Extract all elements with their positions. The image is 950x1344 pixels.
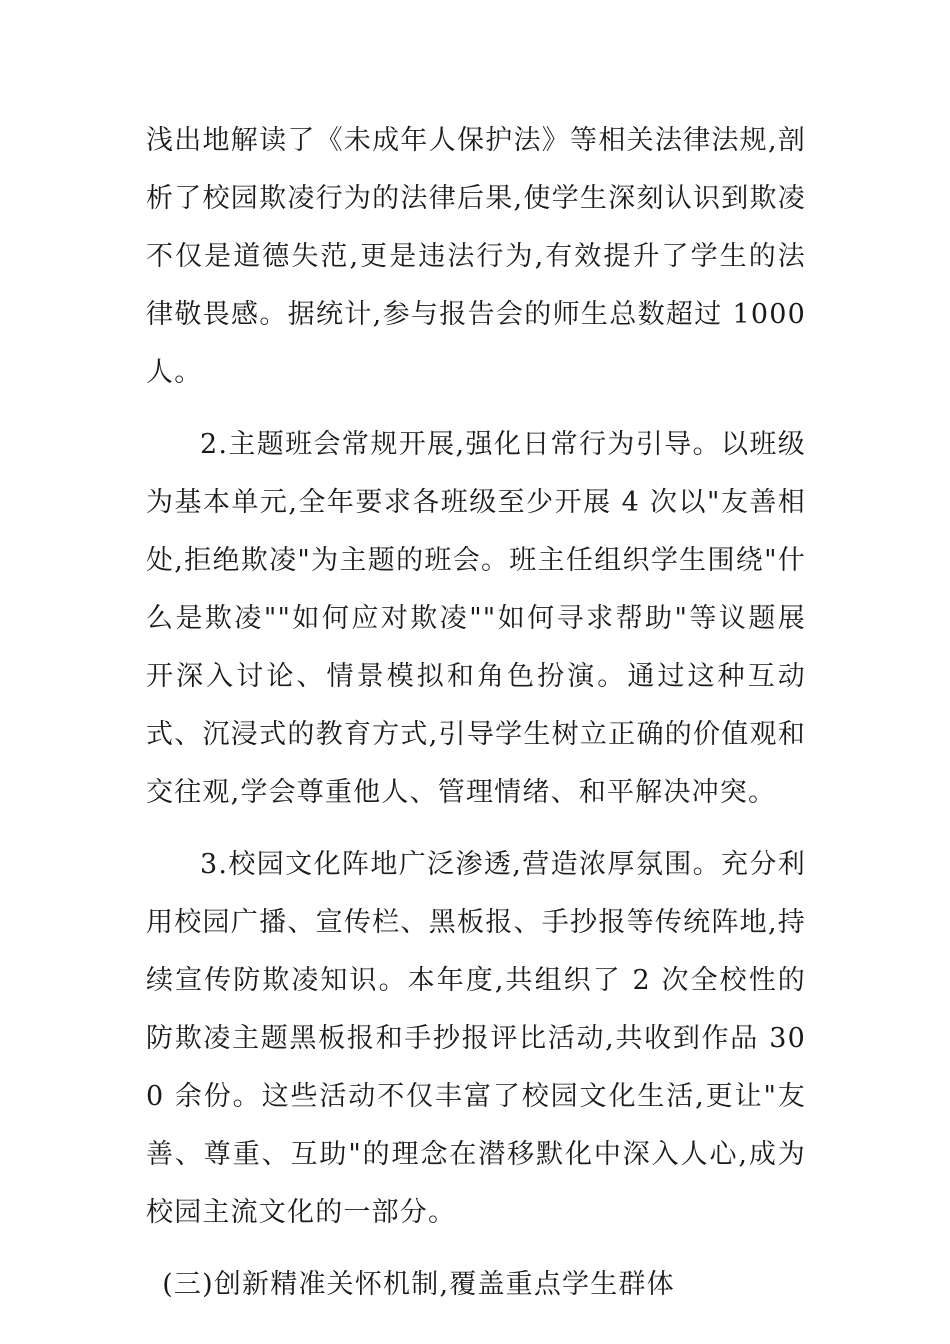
paragraph-item-3: 3.校园文化阵地广泛渗透,营造浓厚氛围。充分利用校园广播、宣传栏、黑板报、手抄报等传统阵地,持续宣传防欺凌知识。本年度,共组织了 2 次全校性的防欺凌主题黑板报和手抄报评比活动,共收到作品 300 余份。这些活动不仅丰富了校园文化生活,更让"友善、尊重、互助"的理念在潜移默化中深入人心,成为校园主流文化的一部分。 [146,849,806,1228]
document-body [146,112,806,1314]
paragraph-item-2: 2.主题班会常规开展,强化日常行为引导。以班级为基本单元,全年要求各班级至少开展 4 次以"友善相处,拒绝欺凌"为主题的班会。班主任组织学生围绕"什么是欺凌""如何应对欺凌""如何寻求帮助"等议题展开深入讨论、情景模拟和角色扮演。通过这种互动式、沉浸式的教育方式,引导学生树立正确的价值观和交往观,学会尊重他人、管理情绪、和平解决冲突。 [146,429,806,808]
paragraph-continuation: 浅出地解读了《未成年人保护法》等相关法律法规,剖析了校园欺凌行为的法律后果,使学生深刻认识到欺凌不仅是道德失范,更是违法行为,有效提升了学生的法律敬畏感。据统计,参与报告会的师生总数超过 1000 人。 [146,125,806,388]
section-heading: (三)创新精准关怀机制,覆盖重点学生群体 [162,1269,675,1300]
